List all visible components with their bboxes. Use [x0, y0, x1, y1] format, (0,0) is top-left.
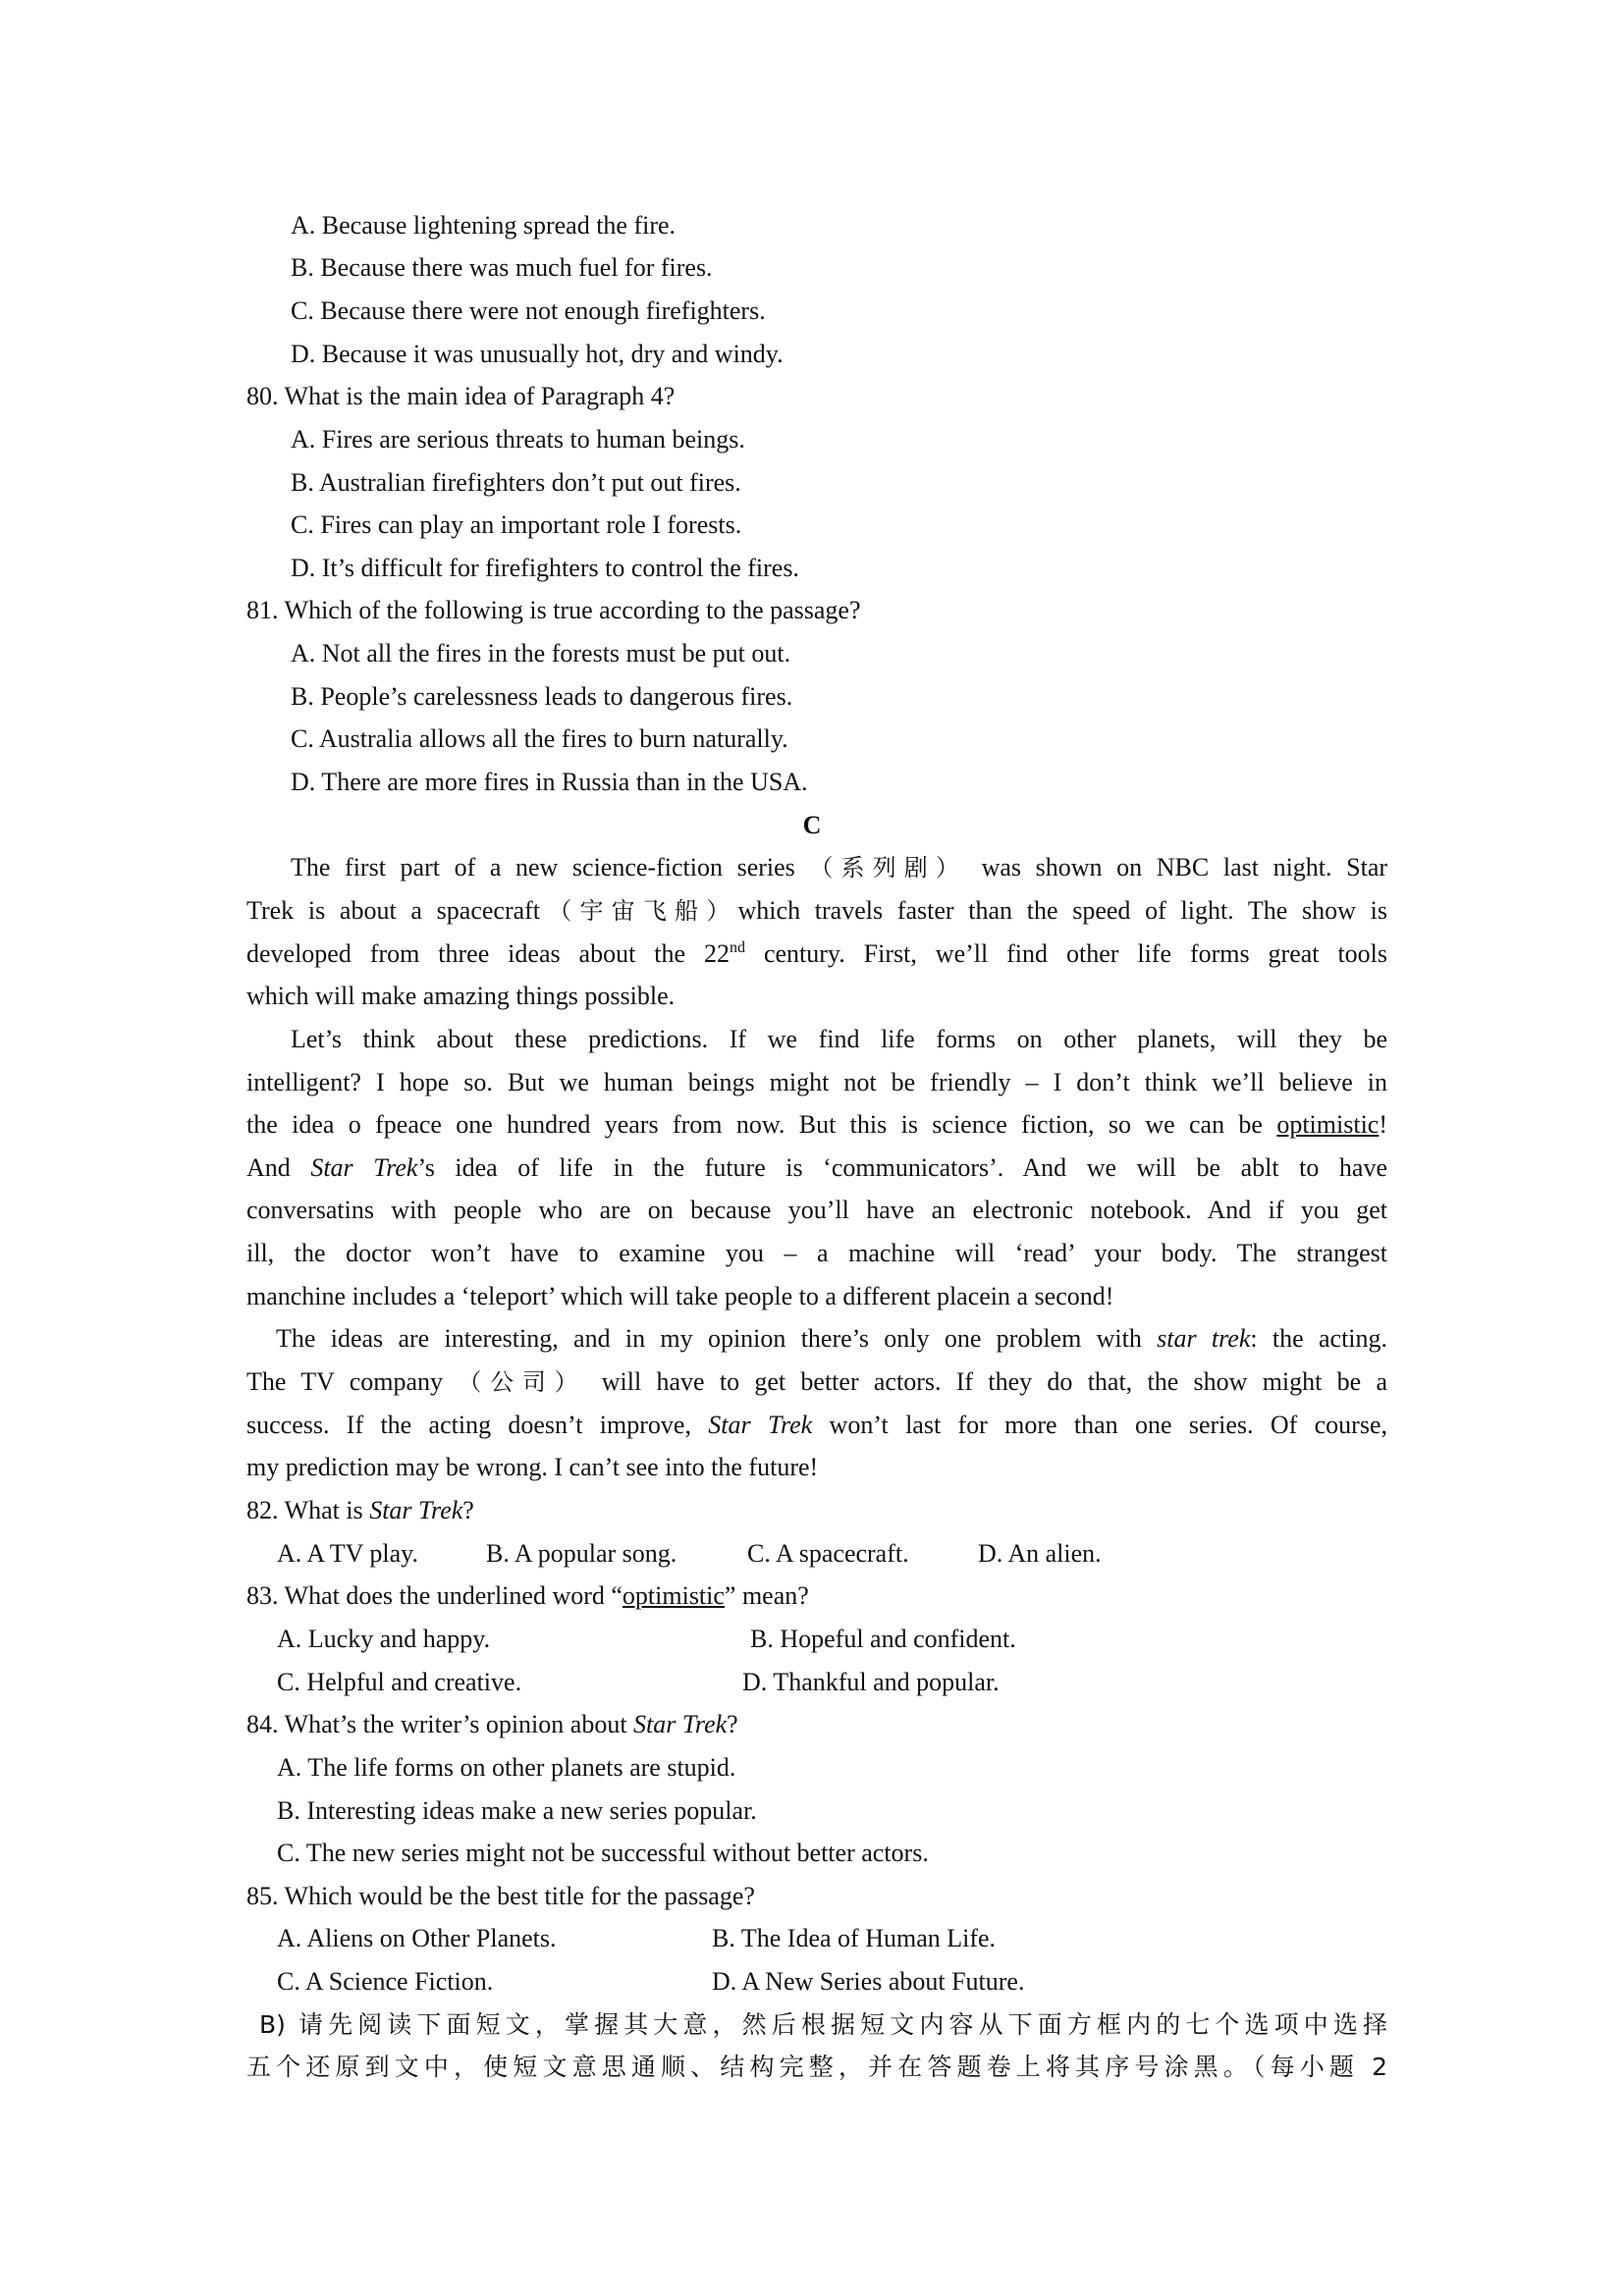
q83-option-a: A. Lucky and happy. [277, 1625, 491, 1653]
text: ? [462, 1496, 474, 1524]
q82-question [246, 1495, 474, 1526]
passage-p2-line2: intelligent? I hope so. But we human beings might not be friendly – I don’t think we’ll believe in [246, 1068, 1387, 1096]
section-b-instructions-line2: 五个还原到文中，使短文意思通顺、结构完整，并在答题卷上将其序号涂黑。（每小题 2 [246, 2053, 1387, 2081]
q85-option-a: A. Aliens on Other Planets. [277, 1924, 557, 1952]
q79-option-b: B. Because there was much fuel for fires. [291, 253, 713, 282]
text: And [246, 1153, 291, 1182]
optimistic-underlined: optimistic [1276, 1110, 1380, 1139]
star-trek-italic: Star Trek [633, 1710, 728, 1738]
q84-question [246, 1709, 738, 1740]
q85-question: 85. Which would be the best title for the passage? [246, 1882, 755, 1910]
text: ’s idea of life in the future is ‘communicators’. And we will be ablt to have [417, 1153, 1388, 1182]
title-italic-group [1157, 1324, 1387, 1353]
q81-option-b: B. People’s carelessness leads to dangerous fires. [291, 682, 793, 711]
text: success. If the acting doesn’t improve, [246, 1411, 691, 1439]
q82-option-a: A. A TV play. [277, 1539, 418, 1568]
text: the idea o fpeace one hundred years from now. But this is science fiction, so we can be [246, 1110, 1263, 1139]
text: ? [727, 1710, 738, 1738]
text: ! [1379, 1110, 1387, 1139]
passage-p1-line2 [246, 895, 1387, 927]
text: : the acting. [1250, 1324, 1388, 1353]
text: won’t last for more than one series. Of course, [829, 1411, 1387, 1439]
q84-option-a: A. The life forms on other planets are stupid. [277, 1753, 736, 1782]
text: developed from three ideas about the 22 [246, 939, 730, 968]
title-italic-group [633, 1710, 738, 1738]
text: which travels faster than the speed of light. The show is [737, 896, 1387, 925]
q85-option-d: D. A New Series about Future. [712, 1967, 1025, 1996]
q85-option-b: B. The Idea of Human Life. [712, 1924, 997, 1952]
text: century. First, we’ll find other life forms great tools [763, 939, 1388, 968]
text: will have to get better actors. If they do that, the show might be a [601, 1367, 1388, 1396]
passage-p2-line4 [246, 1152, 1387, 1184]
q79-option-d: D. Because it was unusually hot, dry and windy. [291, 340, 784, 368]
star-trek-italic: star trek [1157, 1324, 1251, 1353]
text: 83. What does the underlined word “ [246, 1581, 623, 1610]
passage-p3-line1 [276, 1323, 1387, 1355]
q82-option-b: B. A popular song. [486, 1539, 677, 1568]
q81-option-c: C. Australia allows all the fires to burn naturally. [291, 724, 788, 753]
q79-option-a: A. Because lightening spread the fire. [291, 211, 677, 240]
q81-option-a: A. Not all the fires in the forests must be put out. [291, 639, 791, 667]
q84-option-b: B. Interesting ideas make a new series popular. [277, 1796, 757, 1825]
q82-option-c: C. A spacecraft. [747, 1539, 909, 1568]
text: The ideas are interesting, and in my opinion there’s only one problem with [276, 1324, 1142, 1353]
q83-option-c: C. Helpful and creative. [277, 1668, 522, 1696]
star-trek-italic: Star Trek [369, 1496, 463, 1524]
passage-p3-line2 [246, 1366, 1387, 1398]
star-trek-italic: Star Trek [310, 1153, 418, 1182]
text: The TV company [246, 1367, 444, 1396]
passage-p3-line4: my prediction may be wrong. I can’t see into the future! [246, 1453, 819, 1481]
title-italic-group [369, 1496, 474, 1524]
q80-option-b: B. Australian firefighters don’t put out fires. [291, 468, 741, 497]
q79-option-c: C. Because there were not enough firefighters. [291, 296, 766, 325]
q85-option-c: C. A Science Fiction. [277, 1967, 494, 1996]
star-trek-italic: Star Trek [708, 1411, 813, 1439]
text: was shown on NBC last night. Star [981, 853, 1388, 881]
q80-option-a: A. Fires are serious threats to human beings. [291, 425, 745, 454]
chinese-gloss: （系列剧） [809, 854, 967, 881]
section-c-heading: C [802, 811, 822, 839]
q82-option-d: D. An alien. [978, 1539, 1102, 1568]
q80-question: 80. What is the main idea of Paragraph 4? [246, 382, 676, 410]
q81-question: 81. Which of the following is true according to the passage? [246, 596, 861, 624]
text: Trek is about a spacecraft [246, 896, 541, 925]
q83-option-b: B. Hopeful and confident. [750, 1625, 1016, 1653]
text: 84. What’s the writer’s opinion about [246, 1710, 627, 1738]
passage-p1-line1 [291, 852, 1387, 883]
title-italic-group [310, 1153, 1387, 1182]
passage-p2-line3 [246, 1109, 1387, 1141]
passage-p2-line6: ill, the doctor won’t have to examine you – a machine will ‘read’ your body. The strangest [246, 1239, 1387, 1267]
q80-option-d: D. It’s difficult for firefighters to control the fires. [291, 554, 799, 582]
q84-option-c: C. The new series might not be successful without better actors. [277, 1839, 929, 1867]
text: ” mean? [724, 1581, 809, 1610]
passage-p1-line3 [246, 938, 1387, 970]
passage-p1-line4: which will make amazing things possible. [246, 982, 676, 1010]
text: 82. What is [246, 1496, 363, 1524]
q83-option-d: D. Thankful and popular. [742, 1668, 1000, 1696]
underlined-word [1276, 1110, 1387, 1139]
superscript: nd [729, 939, 745, 956]
q80-option-c: C. Fires can play an important role I forests. [291, 510, 742, 539]
passage-p2-line5: conversatins with people who are on because you’ll have an electronic notebook. And if you get [246, 1196, 1387, 1224]
passage-p2-line1: Let’s think about these predictions. If we find life forms on other planets, will they be [291, 1025, 1387, 1053]
section-b-instructions-line1: B) 请先阅读下面短文，掌握其大意，然后根据短文内容从下面方框内的七个选项中选择 [259, 2010, 1387, 2039]
passage-p2-line7: manchine includes a ‘teleport’ which will take people to a different placein a second! [246, 1282, 1114, 1310]
passage-p3-line3 [246, 1410, 1387, 1441]
text: The first part of a new science-fiction series [291, 853, 795, 881]
q81-option-d: D. There are more fires in Russia than in the USA. [291, 768, 808, 796]
chinese-gloss: （公司） [458, 1368, 587, 1396]
q83-question [246, 1580, 809, 1612]
chinese-gloss: （宇宙飞船） [540, 897, 738, 925]
optimistic-underlined: optimistic [622, 1581, 725, 1610]
